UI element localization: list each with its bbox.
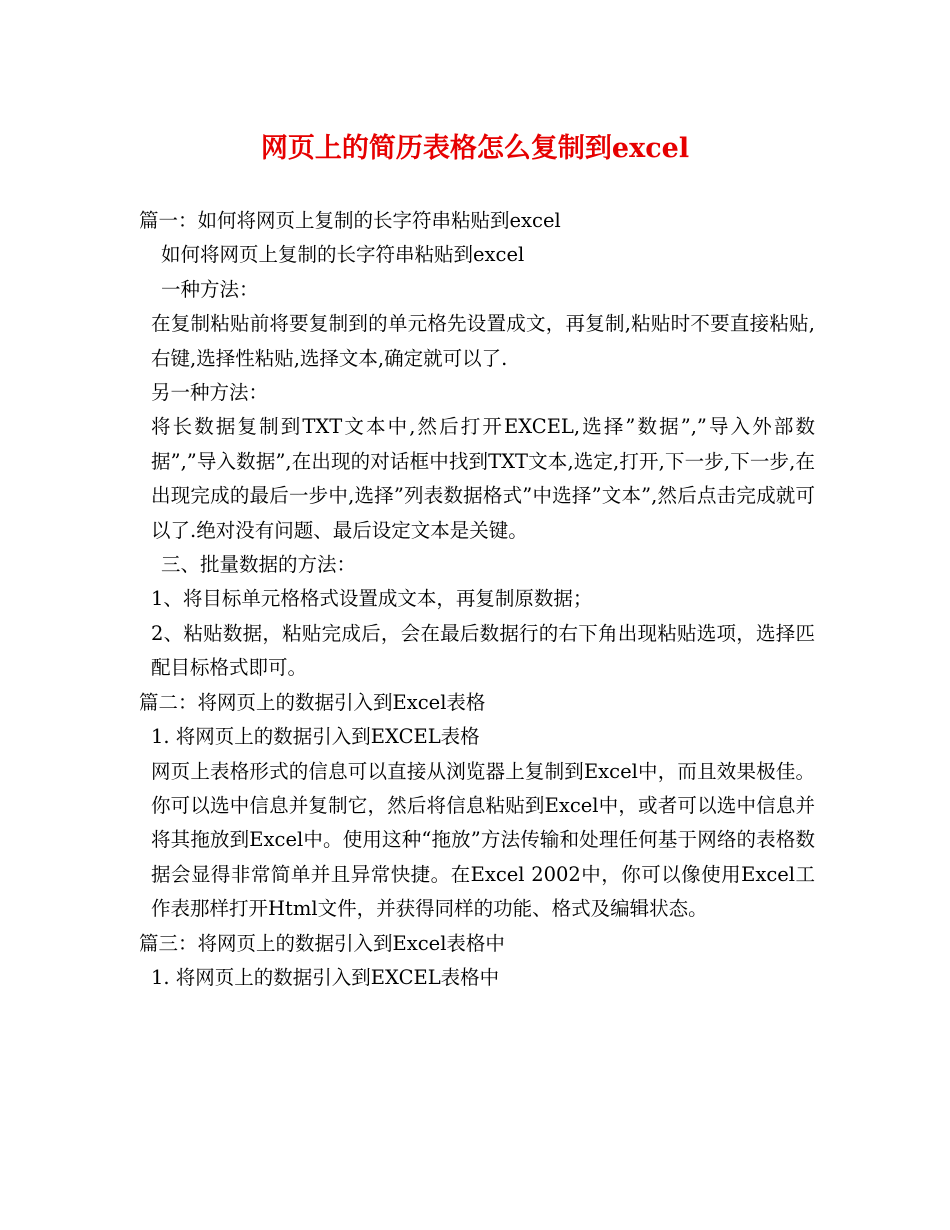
paragraph-subtitle: 如何将网页上复制的长字符串粘贴到excel [161, 243, 525, 267]
paragraph-method-two-label: 另一种方法： [151, 381, 269, 405]
paragraph-section-2-subheading: 1. 将网页上的数据引入到EXCEL表格 [151, 725, 480, 749]
paragraph-section-3-heading: 篇三：将网页上的数据引入到Excel表格中 [139, 931, 505, 955]
paragraph-method-one-text: 在复制粘贴前将要复制到的单元格先设置成文，再复制,粘贴时不要直接粘贴,右键,选择性粘贴,选择文本,确定就可以了. [151, 312, 815, 370]
paragraph-batch-step-2: 2、粘贴数据，粘贴完成后，会在最后数据行的右下角出现粘贴选项，选择匹配目标格式即可。 [151, 621, 815, 680]
paragraph-batch-method-label: 三、批量数据的方法： [161, 553, 357, 577]
document-body [139, 204, 815, 995]
paragraph-section-2-heading: 篇二：将网页上的数据引入到Excel表格 [139, 690, 486, 714]
paragraph-method-one-label: 一种方法： [161, 277, 259, 301]
paragraph-section-1-heading: 篇一：如何将网页上复制的长字符串粘贴到excel [139, 209, 561, 232]
paragraph-method-two-text: 将长数据复制到TXT文本中,然后打开EXCEL,选择”数据”,”导入外部数据”,”导入数据”,在出现的对话框中找到TXT文本,选定,打开,下一步,下一步,在出现完成的最后一步中,选择”列表数据格式”中选择”文本”,然后点击完成就可以了.绝对没有问题、最后设定文本是关键。 [151, 415, 815, 542]
paragraph-section-3-subheading: 1. 将网页上的数据引入到EXCEL表格中 [151, 965, 500, 989]
paragraph-section-2-text: 网页上表格形式的信息可以直接从浏览器上复制到Excel中，而且效果极佳。你可以选中信息并复制它，然后将信息粘贴到Excel中，或者可以选中信息并将其拖放到Excel中。使用这种“拖放”方法传输和处理任何基于网络的表格数据会显得非常简单并且异常快捷。在Excel 2002中，你可以像使用Excel工作表那样打开Html文件，并获得同样的功能、格式及编辑状态。 [151, 759, 815, 921]
document-title: 网页上的简历表格怎么复制到excel [260, 133, 690, 164]
paragraph-batch-step-1: 1、将目标单元格格式设置成文本，再复制原数据； [151, 587, 593, 611]
